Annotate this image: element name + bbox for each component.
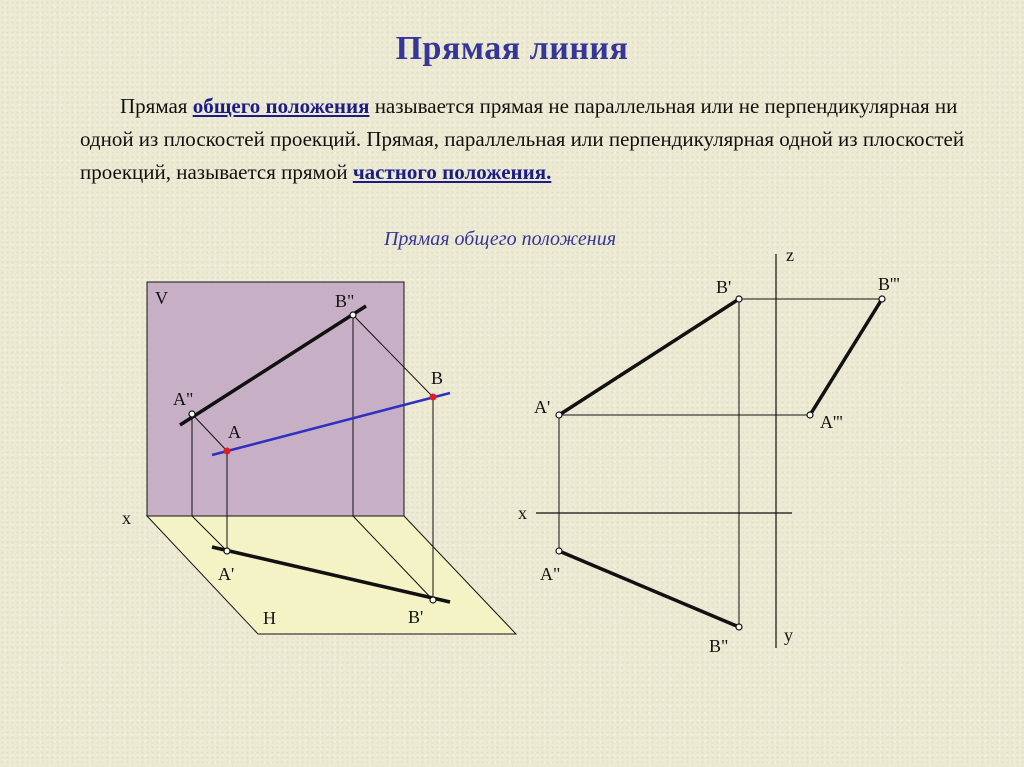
label-axis-x-left: x xyxy=(122,508,131,528)
label-a-frontal: A" xyxy=(173,389,194,409)
epure-point-b2 xyxy=(736,624,742,630)
point-b xyxy=(430,394,437,401)
label-epure-b2: B" xyxy=(709,636,729,656)
point-a-horizontal xyxy=(224,548,230,554)
right-diagram xyxy=(518,245,900,656)
term-special-position-link[interactable]: частного положения. xyxy=(352,160,552,184)
point-b-horizontal xyxy=(430,597,436,603)
label-axis-x-right: x xyxy=(518,503,527,523)
point-a xyxy=(224,448,231,455)
label-epure-a2: A" xyxy=(540,564,561,584)
label-a: A xyxy=(228,422,241,442)
label-plane-v: V xyxy=(155,288,168,308)
epure-point-a2 xyxy=(556,548,562,554)
label-b-horizontal: B' xyxy=(408,607,424,627)
point-a-frontal xyxy=(189,411,195,417)
label-epure-a3: A''' xyxy=(820,412,843,432)
label-a-horizontal: A' xyxy=(218,564,235,584)
label-axis-z: z xyxy=(786,245,794,265)
label-axis-y: y xyxy=(784,625,793,645)
left-diagram xyxy=(122,282,516,634)
epure-point-b3 xyxy=(879,296,885,302)
label-epure-b1: B' xyxy=(716,277,732,297)
epure-frontal-projection xyxy=(559,551,739,627)
diagram-subtitle: Прямая общего положения xyxy=(383,228,616,250)
label-plane-h: H xyxy=(263,608,276,628)
epure-horizontal-projection xyxy=(559,299,739,415)
label-b-frontal: B" xyxy=(335,291,355,311)
term-general-position-link[interactable]: общего положения xyxy=(192,94,370,118)
page-title: Прямая линия xyxy=(395,30,629,67)
epure-connectors xyxy=(559,299,882,627)
label-b: B xyxy=(431,368,444,388)
epure-point-b1 xyxy=(736,296,742,302)
epure-point-a1 xyxy=(556,412,562,418)
epure-point-a3 xyxy=(807,412,813,418)
point-b-frontal xyxy=(350,312,356,318)
label-epure-b3: B''' xyxy=(878,274,900,294)
paragraph-text-1: Прямая xyxy=(120,94,193,118)
epure-profile-projection xyxy=(810,299,882,415)
label-epure-a1: A' xyxy=(534,397,551,417)
paragraph-text-2: называется прямая не параллельная или не перпендикулярная ни одной из плоскостей проекций. Прямая, параллельная или перпендикулярная одной из плоскостей проекций, называется прямой xyxy=(80,94,965,184)
